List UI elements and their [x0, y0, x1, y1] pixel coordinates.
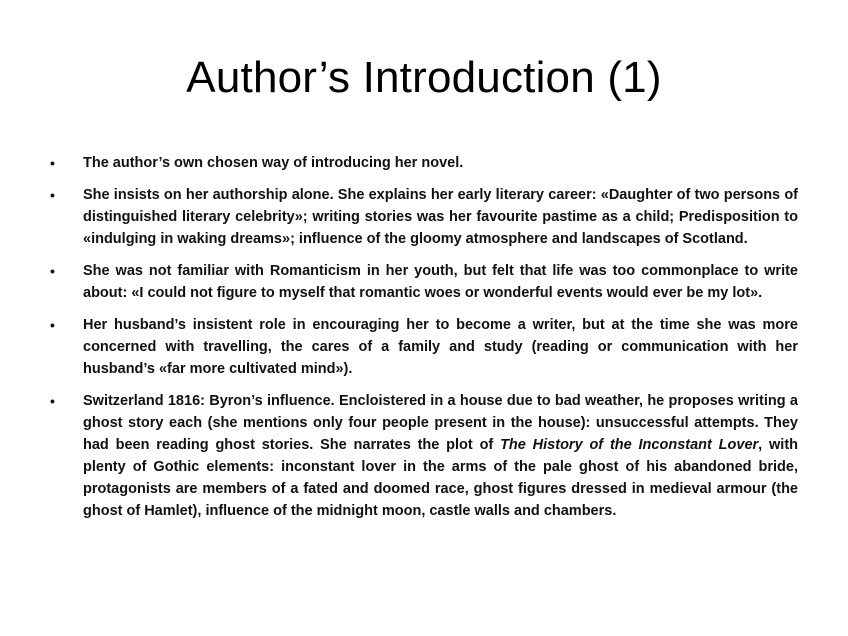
bullet-icon: •	[50, 187, 55, 203]
bullet-item-1	[50, 152, 798, 174]
bullet-text: She was not familiar with Romanticism in her youth, but felt that life was too commonplace to write about: «I could not figure to myself that romantic woes or wonderful events would ever be my lot».	[83, 263, 798, 301]
bullet-icon: •	[50, 155, 55, 171]
bullet-text-part: , with plenty of Gothic elements: inconstant lover in the arms of the pale ghost of his abandoned bride, protagonists are members of a fated and doomed race, ghost figures dressed in medieval armour (the ghost of Hamlet), influence of the midnight moon, castle walls and chambers.	[83, 437, 798, 519]
bullet-icon: •	[50, 263, 55, 279]
bullet-text-part: Switzerland 1816: Byron’s influence. Encloistered in a house due to bad weather, he proposes writing a ghost story each (she mentions only four people present in the house): unsuccessful attempts. They had been reading ghost stories. She narrates the plot of	[83, 393, 798, 453]
bullet-icon: •	[50, 393, 55, 409]
book-title-italic: The History of the Inconstant Lover	[500, 437, 759, 453]
slide-title: Author’s Introduction (1)	[186, 53, 662, 102]
bullet-text	[83, 390, 798, 522]
bullet-item-5	[50, 390, 798, 522]
bullet-text: Her husband’s insistent role in encouraging her to become a writer, but at the time she was more concerned with travelling, the cares of a family and study (reading or communication with her husband’s «far more cultivated mind»).	[83, 317, 798, 377]
bullet-text: The author’s own chosen way of introducing her novel.	[83, 155, 464, 171]
bullet-text: She insists on her authorship alone. She explains her early literary career: «Daughter of two persons of distinguished literary celebrity»; writing stories was her favourite pastime as a child; Predisposition to «indulging in waking dreams»; influence of the gloomy atmosphere and landscapes of Scotland.	[83, 187, 798, 247]
bullet-icon: •	[50, 317, 55, 333]
bullet-item-2	[50, 184, 798, 250]
bullet-item-3	[50, 260, 798, 304]
bullet-item-4	[50, 314, 798, 380]
bullet-list	[50, 152, 798, 532]
